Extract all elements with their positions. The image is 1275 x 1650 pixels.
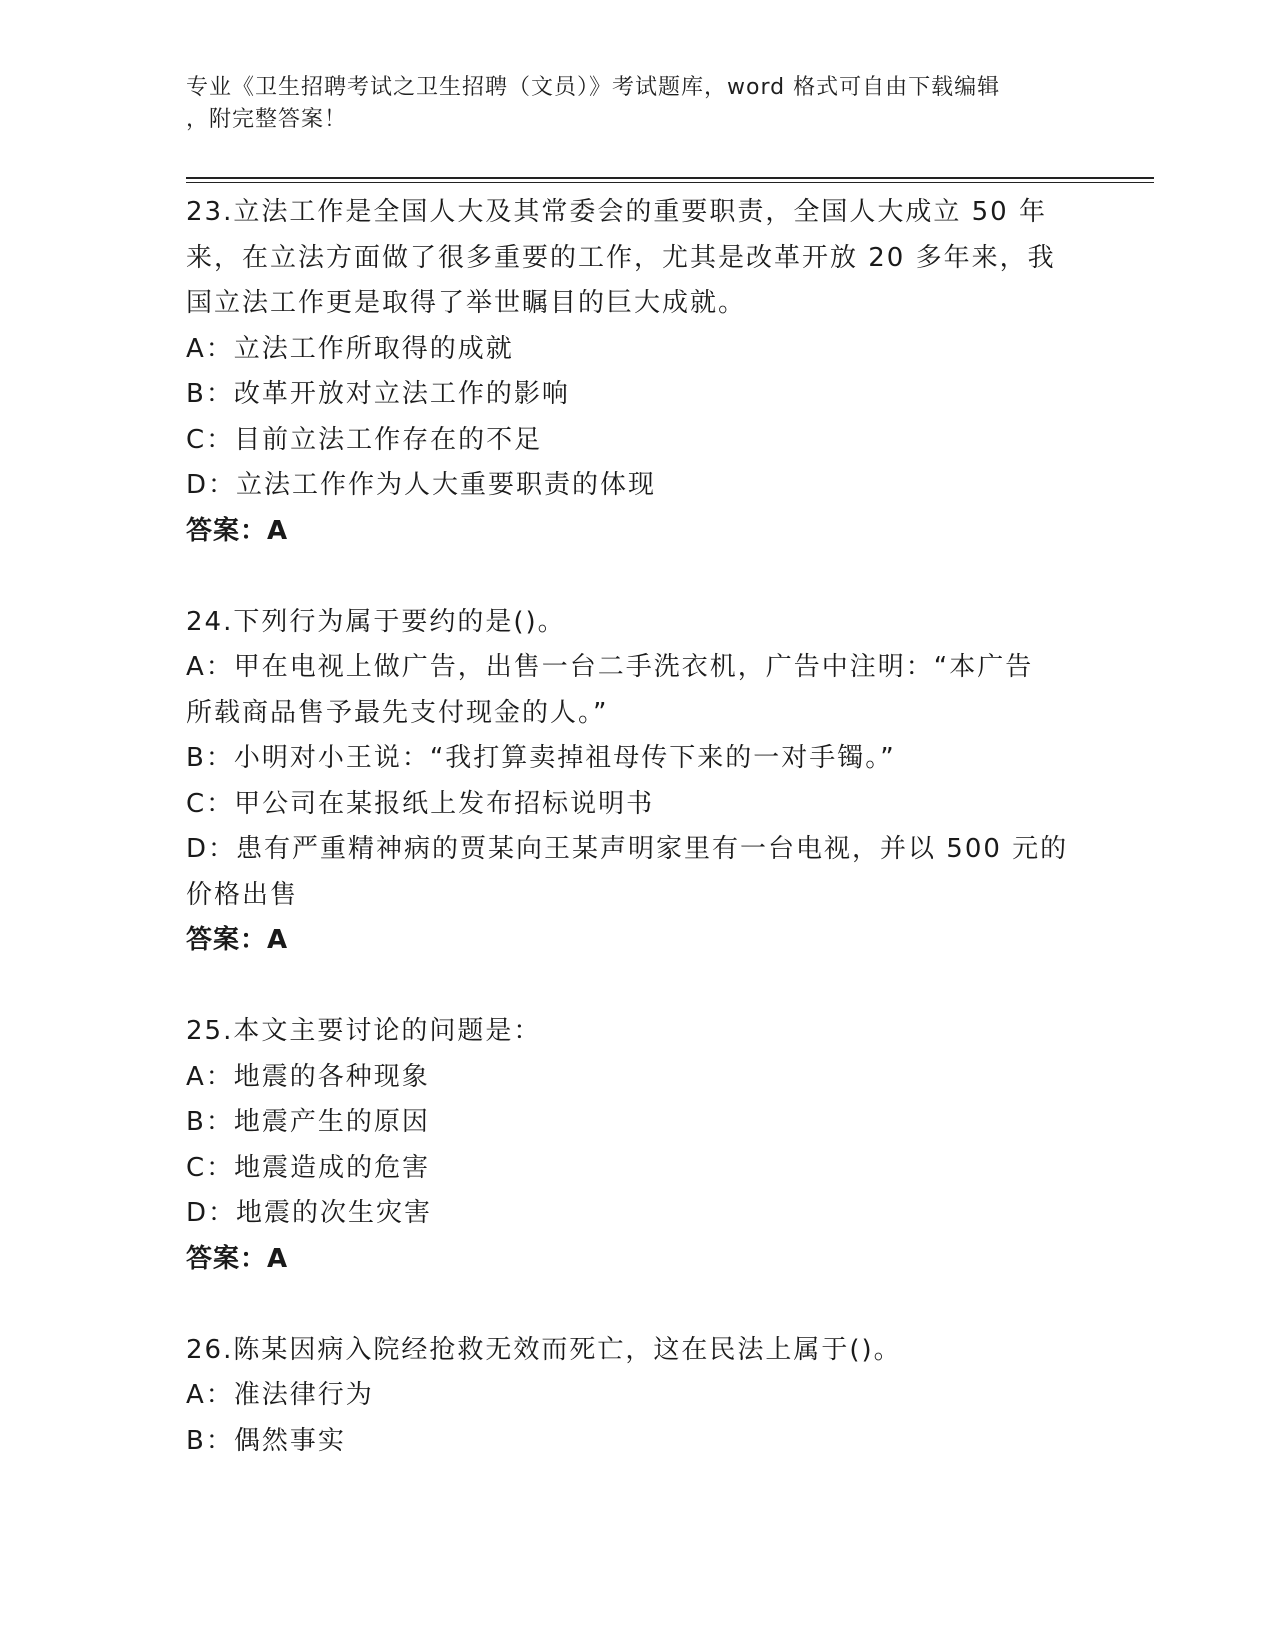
option-a: A：准法律行为 [186,1380,374,1410]
option-d: D：患有严重精神病的贾某向王某声明家里有一台电视，并以 500 元的 [186,834,1069,864]
option-c: C：目前立法工作存在的不足 [186,424,543,455]
option-b: B：偶然事实 [186,1425,346,1456]
question-26 [186,1328,1086,1465]
question-stem-line: 来，在立法方面做了很多重要的工作，尤其是改革开放 20 多年来，我 [186,242,1056,273]
answer-label: 答案：A [186,925,289,955]
question-stem-line: 23.立法工作是全国人大及其常委会的重要职责，全国人大成立 50 年 [186,197,1047,227]
question-spacer [186,1282,1086,1328]
option-c: C：甲公司在某报纸上发布招标说明书 [186,788,655,819]
question-25 [186,1009,1086,1282]
option-b: B：改革开放对立法工作的影响 [186,379,570,409]
option-d: D：立法工作作为人大重要职责的体现 [186,470,657,500]
header-rule-thick [186,177,1154,179]
document-header [186,72,1066,136]
question-stem-line: 国立法工作更是取得了举世瞩目的巨大成就。 [186,288,747,318]
option-a-continued: 所载商品售予最先支付现金的人。” [186,697,609,728]
option-d-continued: 价格出售 [186,879,299,910]
question-stem-line: 26.陈某因病入院经抢救无效而死亡，这在民法上属于()。 [186,1334,902,1365]
option-a: A：甲在电视上做广告，出售一台二手洗衣机，广告中注明：“本广告 [186,652,1034,682]
question-23 [186,190,1086,554]
question-spacer [186,964,1086,1010]
option-b: B：地震产生的原因 [186,1107,430,1137]
answer-label: 答案：A [186,1243,289,1274]
header-rule-thin [186,182,1154,183]
question-stem-line: 24.下列行为属于要约的是()。 [186,606,566,637]
option-d: D：地震的次生灾害 [186,1198,433,1228]
option-b: B：小明对小王说：“我打算卖掉祖母传下来的一对手镯。” [186,743,896,773]
question-stem-line: 25.本文主要讨论的问题是： [186,1016,542,1046]
header-line-2: ，附完整答案！ [186,107,348,132]
option-c: C：地震造成的危害 [186,1152,431,1183]
question-list [186,190,1086,1464]
question-spacer [186,554,1086,600]
header-line-1: 专业《卫生招聘考试之卫生招聘（文员）》考试题库，word 格式可自由下载编辑 [186,75,1001,100]
option-a: A：立法工作所取得的成就 [186,333,514,364]
question-24 [186,600,1086,964]
answer-label: 答案：A [186,515,289,546]
option-a: A：地震的各种现象 [186,1061,430,1092]
